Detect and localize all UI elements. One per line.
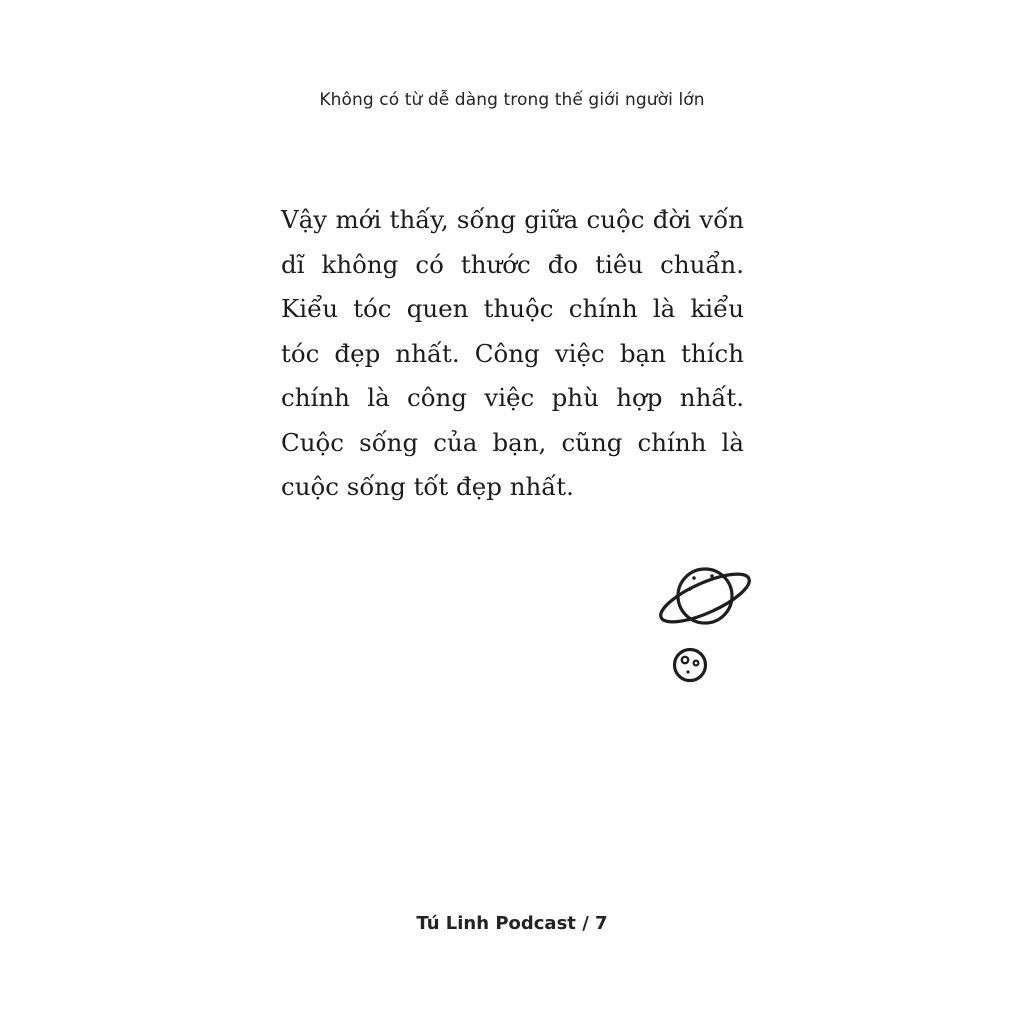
footer-label: Tú Linh Podcast bbox=[416, 913, 576, 934]
page-footer bbox=[0, 913, 1024, 934]
body-text bbox=[281, 198, 744, 510]
planet-ring-icon bbox=[655, 565, 755, 631]
moon-icon bbox=[675, 650, 706, 681]
footer-separator: / bbox=[582, 913, 589, 934]
body-paragraph: Vậy mới thấy, sống giữa cuộc đời vốn dĩ không có thước đo tiêu chuẩn. Kiểu tóc quen thuộc chính là kiểu tóc đẹp nhất. Công việc bạn thích chính là công việc phù hợp nhất. Cuộc sống của bạn, cũng chính là cuộc sống tốt đẹp nhất. bbox=[281, 205, 744, 501]
space-illustration bbox=[650, 558, 760, 688]
page-number: 7 bbox=[595, 913, 608, 934]
running-header: Không có từ dễ dàng trong thế giới người lớn bbox=[319, 90, 705, 110]
